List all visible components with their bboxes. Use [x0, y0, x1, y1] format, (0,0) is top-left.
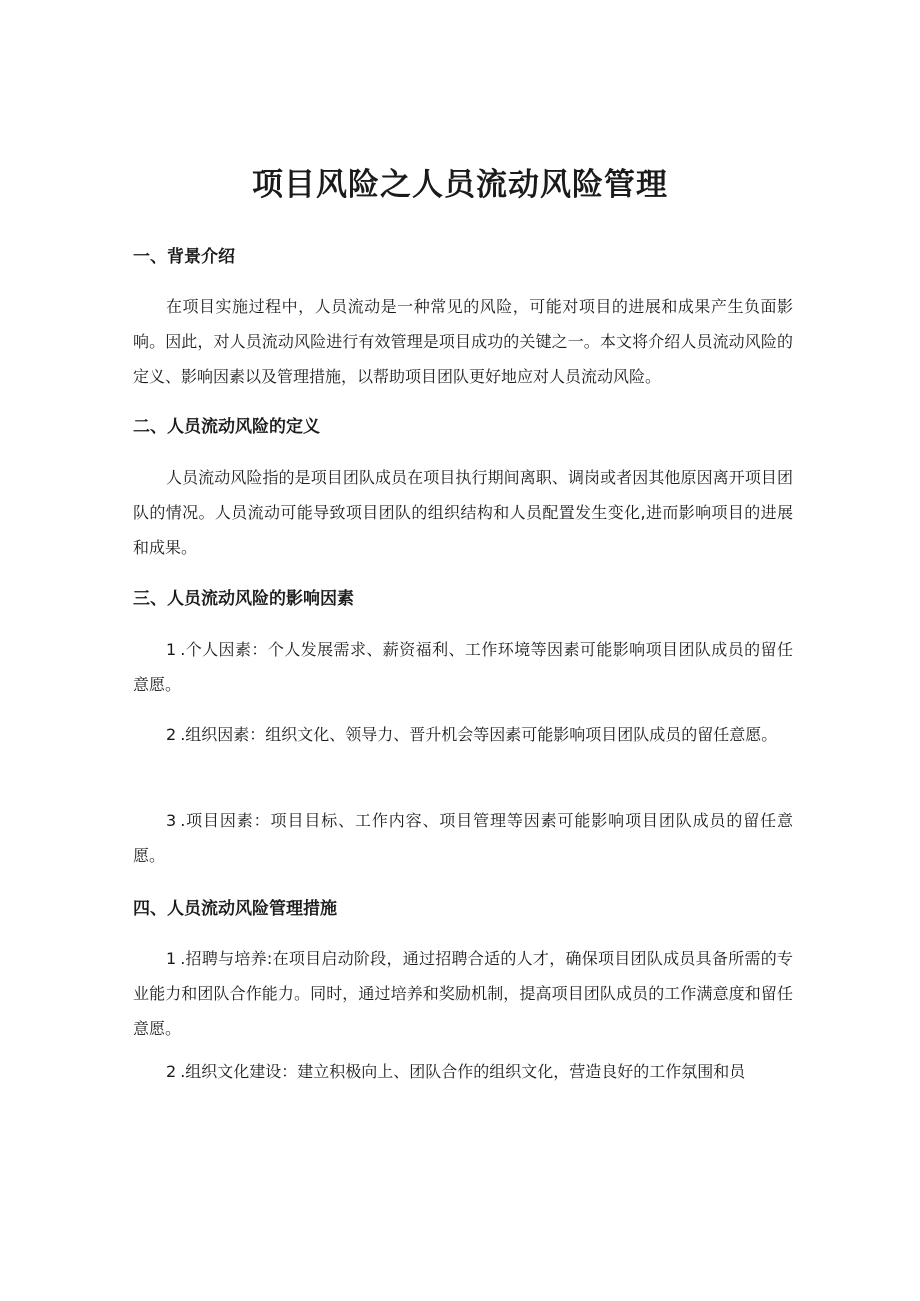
list-item-number: 2 [166, 1062, 177, 1081]
list-item-text: .项目因素：项目目标、工作内容、项目管理等因素可能影响项目团队成员的留任意愿。 [133, 811, 793, 865]
list-item-number: 2 [166, 725, 177, 744]
section-heading-background: 一、背景介绍 [133, 247, 235, 267]
section-heading-measures: 四、人员流动风险管理措施 [133, 899, 337, 919]
section-heading-definition: 二、人员流动风险的定义 [133, 417, 320, 437]
list-item-measure-1 [133, 941, 793, 1046]
list-item-text: .组织文化建设：建立积极向上、团队合作的组织文化，营造良好的工作氛围和员 [180, 1062, 746, 1081]
list-item-text: .招聘与培养:在项目启动阶段，通过招聘合适的人才，确保项目团队成员具备所需的专业能力和团队合作能力。同时，通过培养和奖励机制，提高项目团队成员的工作满意度和留任意愿。 [133, 949, 793, 1038]
document-title: 项目风险之人员流动风险管理 [252, 167, 668, 203]
list-item-factor-3 [133, 803, 793, 873]
list-item-number: 1 [166, 949, 177, 968]
list-item-measure-2 [133, 1054, 793, 1089]
list-item-number: 1 [166, 640, 177, 659]
list-item-factor-2 [133, 717, 793, 752]
section-heading-factors: 三、人员流动风险的影响因素 [133, 589, 354, 609]
list-item-number: 3 [166, 811, 177, 830]
paragraph-background: 在项目实施过程中，人员流动是一种常见的风险，可能对项目的进展和成果产生负面影响。因此，对人员流动风险进行有效管理是项目成功的关键之一。本文将介绍人员流动风险的定义、影响因素以及管理措施，以帮助项目团队更好地应对人员流动风险。 [133, 297, 793, 386]
paragraph-definition: 人员流动风险指的是项目团队成员在项目执行期间离职、调岗或者因其他原因离开项目团队的情况。人员流动可能导致项目团队的组织结构和人员配置发生变化,进而影响项目的进展和成果。 [133, 468, 793, 557]
list-item-factor-1 [133, 632, 793, 702]
list-item-text: .组织因素：组织文化、领导力、晋升机会等因素可能影响项目团队成员的留任意愿。 [180, 725, 778, 744]
list-item-text: .个人因素：个人发展需求、薪资福利、工作环境等因素可能影响项目团队成员的留任意愿。 [133, 640, 793, 694]
